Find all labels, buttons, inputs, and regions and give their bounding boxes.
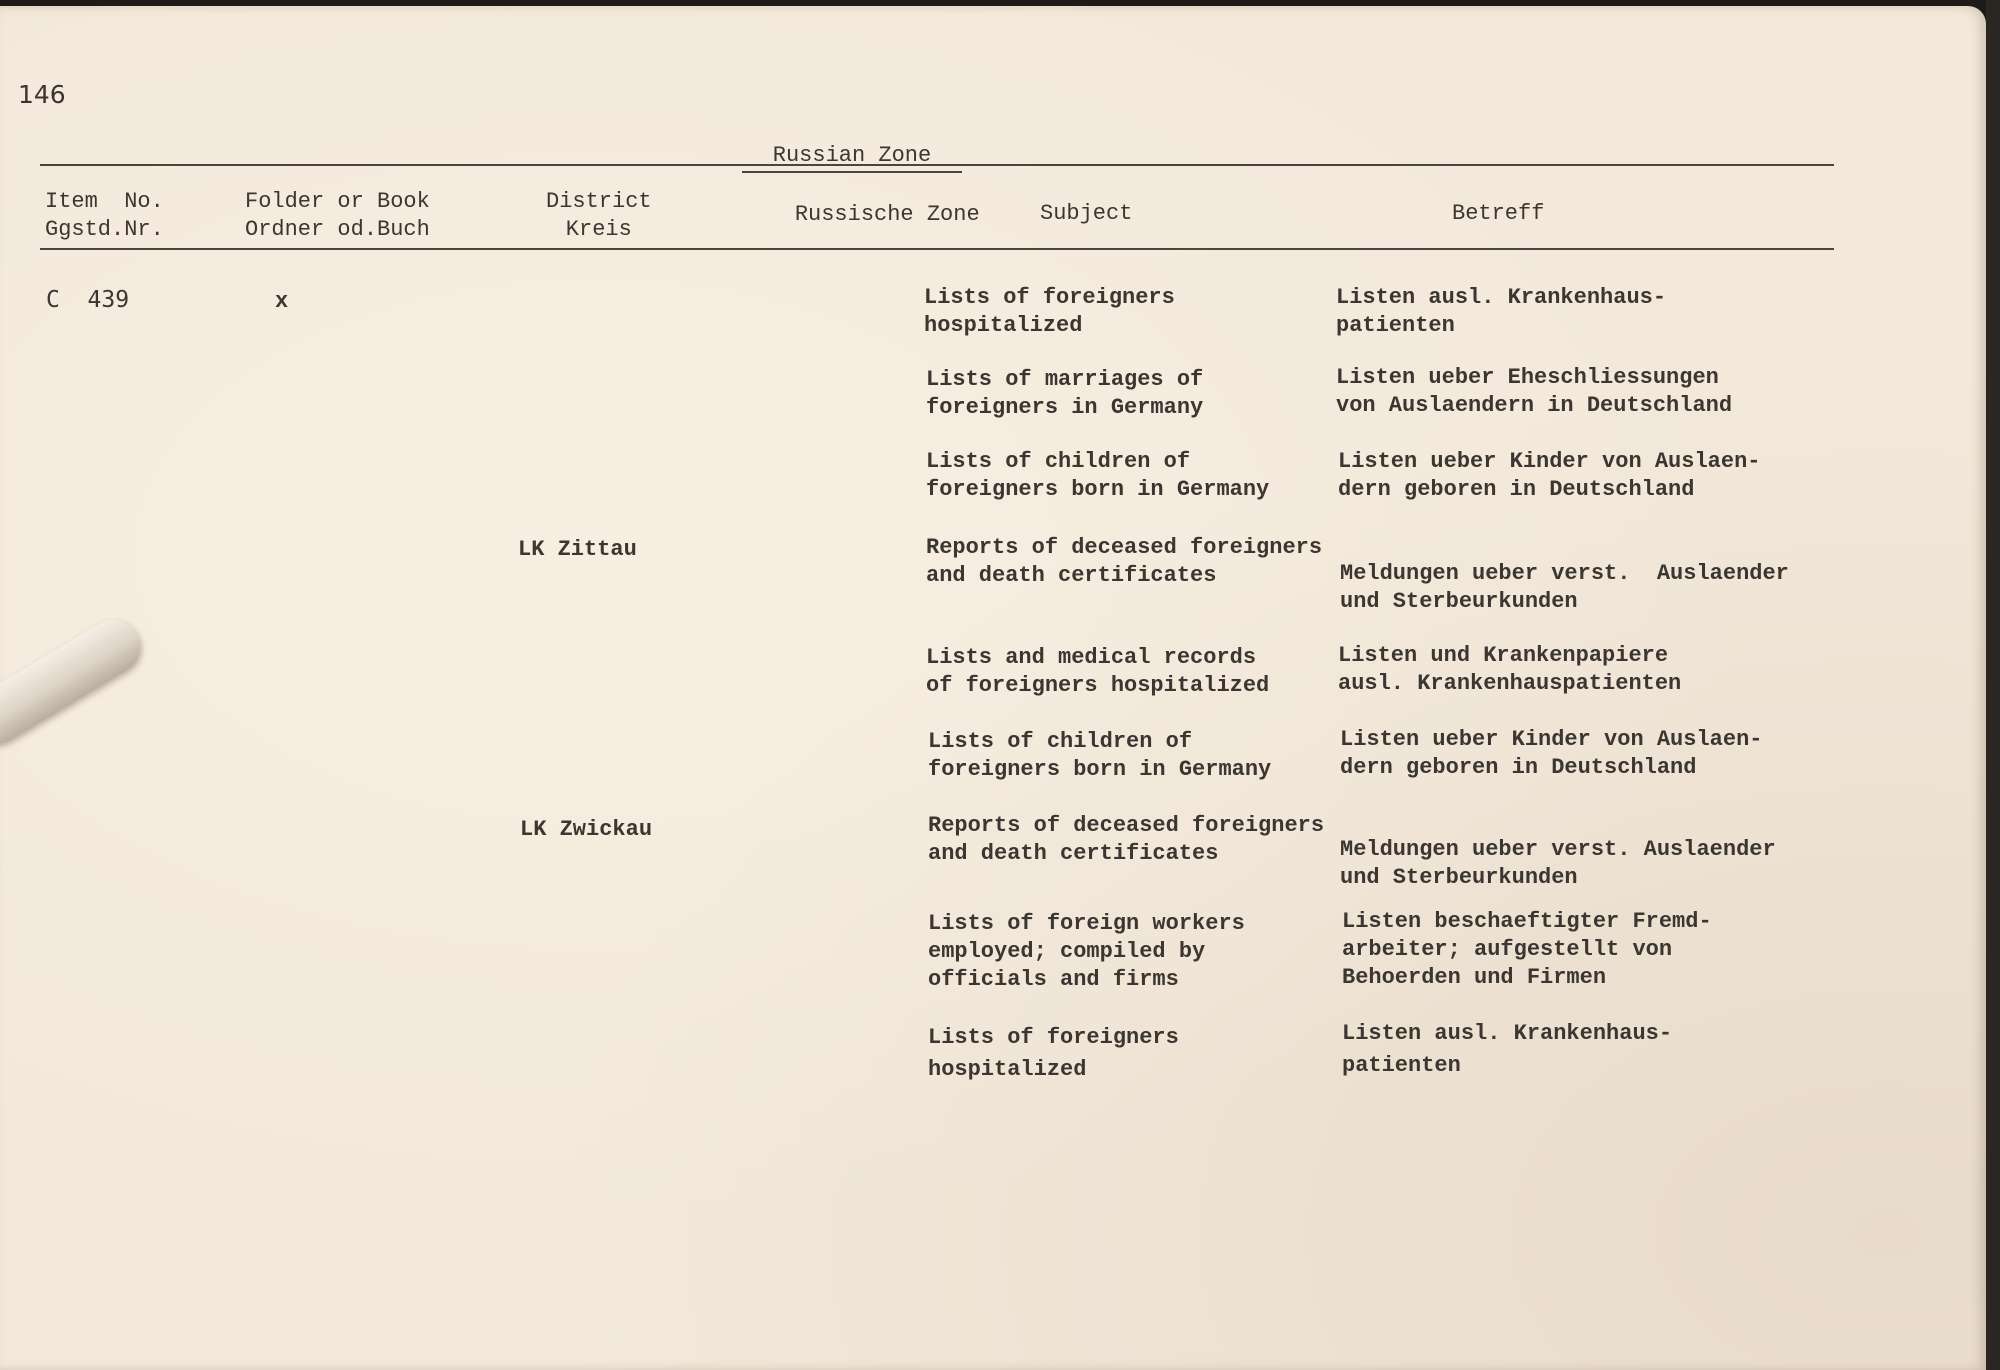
entry-subject: Lists of children of foreigners born in Germany [926, 449, 1270, 502]
district-zittau: LK Zittau [518, 537, 637, 562]
entry-betreff: Listen ueber Eheschliessungen von Auslaendern in Deutschland [1336, 365, 1733, 418]
page-number: 146 [18, 80, 66, 109]
header-rule-top [40, 164, 1834, 166]
header-district: District Kreis [546, 189, 652, 242]
header-folder: Folder or Book Ordner od.Buch [245, 189, 430, 242]
page-title [742, 86, 980, 257]
entry-subject: Lists of foreign workers employed; compiled by officials and firms [928, 911, 1245, 992]
entry-betreff: Listen ueber Kinder von Auslaen- dern geboren in Deutschland [1338, 449, 1761, 502]
entry-betreff: Meldungen ueber verst. Auslaender und Sterbeurkunden [1340, 837, 1776, 890]
header-subject: Subject [1040, 201, 1133, 226]
entry-betreff: Listen ausl. Krankenhaus- patienten [1336, 285, 1667, 338]
header-rule-bottom [40, 248, 1834, 250]
entry-subject: Lists and medical records of foreigners hospitalized [926, 645, 1270, 698]
entry-betreff: Listen ueber Kinder von Auslaen- dern geboren in Deutschland [1340, 727, 1763, 780]
folder-mark: x [275, 289, 289, 314]
item-number: C 439 [46, 287, 130, 313]
title-german: Russische Zone [794, 202, 980, 227]
district-zwickau: LK Zwickau [520, 817, 653, 842]
entry-subject: Lists of marriages of foreigners in Germany [926, 367, 1204, 420]
entry-betreff: Listen ausl. Krankenhaus- patienten [1342, 1021, 1673, 1078]
entry-subject: Reports of deceased foreigners and death certificates [926, 535, 1323, 588]
entry-subject: Lists of children of foreigners born in Germany [928, 729, 1272, 782]
entry-betreff: Listen beschaeftigter Fremd- arbeiter; aufgestellt von Behoerden und Firmen [1342, 909, 1712, 990]
entry-betreff: Listen und Krankenpapiere ausl. Krankenhauspatienten [1338, 643, 1682, 696]
header-betreff: Betreff [1452, 201, 1545, 226]
header-item-no: Item No. Ggstd.Nr. [45, 189, 164, 242]
title-english: Russian Zone [742, 142, 962, 173]
entry-subject: Reports of deceased foreigners and death certificates [928, 813, 1325, 866]
entry-subject: Lists of foreigners hospitalized [924, 285, 1175, 338]
entry-subject: Lists of foreigners hospitalized [928, 1025, 1179, 1082]
entry-betreff: Meldungen ueber verst. Auslaender und Sterbeurkunden [1340, 561, 1789, 614]
document-page [0, 6, 1986, 1370]
book-edge [1986, 0, 2000, 1370]
